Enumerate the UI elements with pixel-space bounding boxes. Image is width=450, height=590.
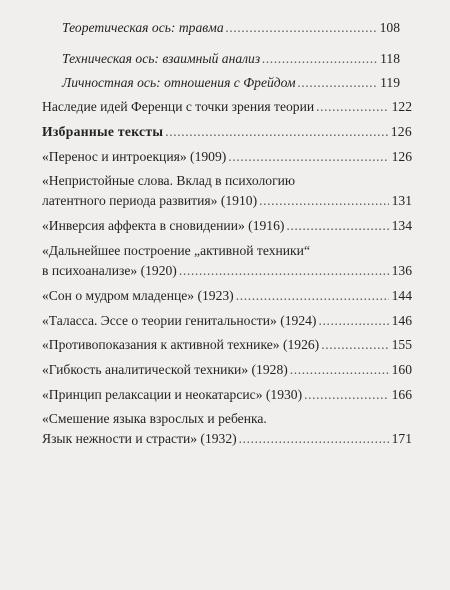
- toc-section-heading: [42, 124, 412, 140]
- toc-entry-title: «Сон о мудром младенце» (1923): [42, 288, 234, 303]
- toc-entry-page: 136: [391, 263, 412, 278]
- toc-entry: [62, 51, 400, 67]
- leader-dots: [286, 218, 388, 234]
- toc-entry: [42, 99, 412, 115]
- leader-dots: [298, 75, 378, 91]
- toc-entry-line1: «Дальнейшее построение „активной техники“: [42, 243, 310, 258]
- toc-entry-page: 108: [379, 20, 400, 35]
- toc-entry-title: Язык нежности и страсти» (1932): [42, 431, 237, 446]
- toc-entry-page: 122: [391, 99, 412, 114]
- leader-dots: [290, 362, 389, 378]
- toc-entry-page: 119: [380, 75, 400, 90]
- toc-entry: [42, 218, 412, 234]
- leader-dots: [165, 124, 387, 140]
- toc-entry-page: 118: [380, 51, 400, 66]
- toc-entry-title: Личностная ось: отношения с Фрейдом: [62, 75, 296, 90]
- leader-dots: [228, 149, 388, 165]
- toc-entry-title: «Принцип релаксации и неокатарсис» (1930): [42, 387, 303, 402]
- toc-entry-page: 134: [391, 218, 412, 233]
- toc-entry-title: «Инверсия аффекта в сновидении» (1916): [42, 218, 285, 233]
- toc-entry-page: 126: [391, 149, 412, 164]
- leader-dots: [318, 313, 388, 329]
- toc-entry: [42, 263, 412, 279]
- toc-entry-page: 171: [391, 431, 412, 446]
- toc-entry-title: Теоретическая ось: травма: [62, 20, 224, 35]
- toc-entry-title: Наследие идей Ференци с точки зрения теории: [42, 99, 315, 114]
- leader-dots: [316, 99, 388, 115]
- toc-entry-page: 155: [391, 337, 412, 352]
- toc-entry: [42, 387, 412, 403]
- toc-entry: [42, 313, 412, 329]
- leader-dots: [239, 431, 389, 447]
- leader-dots: [179, 263, 389, 279]
- toc-entry-line1: «Смешение языка взрослых и ребенка.: [42, 411, 267, 426]
- leader-dots: [321, 337, 388, 353]
- toc-entry: [42, 288, 412, 304]
- toc-entry-page: 146: [391, 313, 412, 328]
- leader-dots: [259, 193, 389, 209]
- toc-entry: [42, 431, 412, 447]
- toc-section-title: Избранные тексты: [42, 124, 164, 139]
- toc-entry: [62, 75, 400, 91]
- toc-entry-page: 126: [390, 124, 412, 139]
- toc-entry-page: 131: [391, 193, 412, 208]
- leader-dots: [262, 51, 377, 67]
- leader-dots: [236, 288, 389, 304]
- toc-entry-title: «Гибкость аналитической техники» (1928): [42, 362, 288, 377]
- toc-entry-title: латентного периода развития» (1910): [42, 193, 258, 208]
- toc-entry-page: 160: [391, 362, 412, 377]
- toc-entry-title: Техническая ось: взаимный анализ: [62, 51, 261, 66]
- toc-entry-title: в психоанализе» (1920): [42, 263, 177, 278]
- leader-dots: [226, 20, 377, 36]
- toc-entry: [42, 193, 412, 209]
- toc-entry-page: 144: [391, 288, 412, 303]
- toc-entry-title: «Перенос и интроекция» (1909): [42, 149, 227, 164]
- toc-entry: [42, 362, 412, 378]
- toc-entry-page: 166: [391, 387, 412, 402]
- toc-entry-title: «Таласса. Эссе о теории генитальности» (1924): [42, 313, 317, 328]
- toc-entry: [42, 337, 412, 353]
- toc-entry-line1: «Непристойные слова. Вклад в психологию: [42, 173, 296, 188]
- toc-entry-title: «Противопоказания к активной технике» (1926): [42, 337, 320, 352]
- toc-entry: [62, 20, 400, 36]
- leader-dots: [304, 387, 388, 403]
- toc-entry: [42, 149, 412, 165]
